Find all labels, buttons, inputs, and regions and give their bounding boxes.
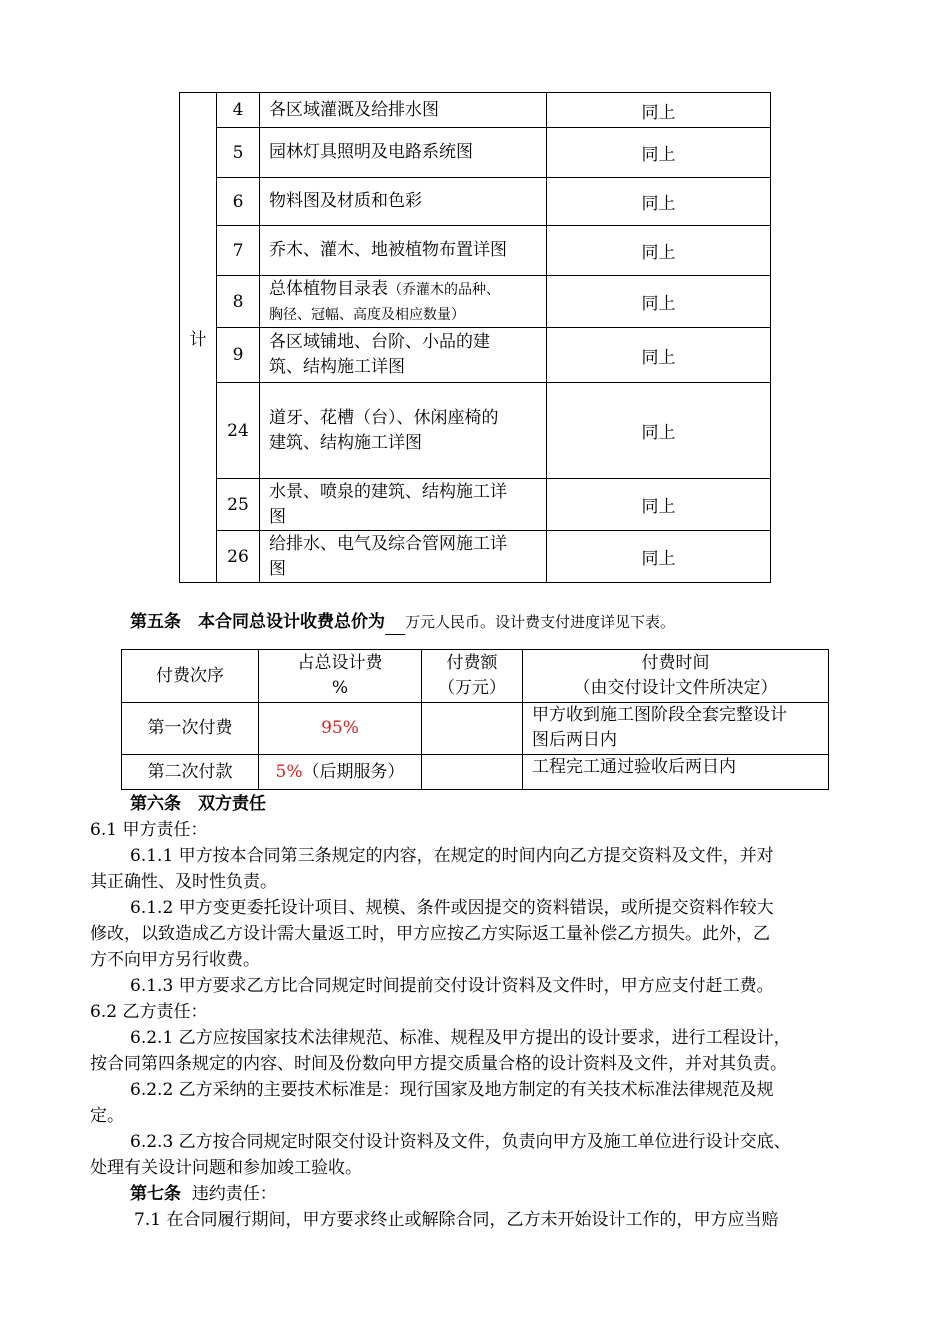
clause-6-2-1-line-2: 按合同第四条规定的内容、时间及份数向甲方提交质量合格的设计资料及文件，并对其负责。 [90,1054,787,1074]
item-note: 同上 [547,276,771,328]
payment-order: 第二次付款 [122,755,259,790]
table-row [180,226,771,276]
clause-6-1-1-line-1: 6.1.1 甲方按本合同第三条规定的内容，在规定的时间内向乙方提交资料及文件，并对 [130,846,774,866]
item-note: 同上 [547,328,771,383]
design-items-table [179,92,771,583]
item-note: 同上 [547,128,771,178]
clause-6-2-1-line-1: 6.2.1 乙方应按国家技术法律规范、标准、规程及甲方提出的设计要求，进行工程设计， [130,1028,791,1048]
clause-6-2-3-line-1: 6.2.3 乙方按合同规定时限交付设计资料及文件，负责向甲方及施工单位进行设计交底、 [130,1132,791,1152]
item-note: 同上 [547,531,771,583]
table-header-row [122,650,829,703]
table-row [180,328,771,383]
table-row [180,276,771,328]
payment-time-line-1: 甲方收到施工图阶段全套完整设计 [532,705,787,725]
table-row [180,531,771,583]
item-number: 4 [217,93,260,128]
article5-line [130,609,675,635]
fee-blank [385,616,405,635]
item-name-main: 总体植物目录表 [269,278,388,299]
clause-6-2-2-line-1: 6.2.2 乙方采纳的主要技术标准是：现行国家及地方制定的有关技术标准法律规范及规 [130,1080,774,1100]
item-name [260,531,547,583]
clause-6-1-1-line-2: 其正确性、及时性负责。 [90,872,277,892]
item-name-detail-1: （乔灌木的品种、 [388,281,500,298]
item-name [260,328,547,383]
item-name: 各区域灌溉及给排水图 [260,93,547,128]
header-percent-line-1: 占总设计费 [297,653,383,673]
side-label: 计 [180,93,217,583]
table-row [122,703,829,755]
header-time [523,650,829,703]
article7-heading-line [130,1181,277,1207]
item-name [260,383,547,479]
item-note: 同上 [547,226,771,276]
payment-percent: 5% [275,761,303,782]
payment-percent-cell [259,755,422,790]
payment-percent-note: （后期服务） [302,761,405,782]
item-name-line-1: 给排水、电气及综合管网施工详 [269,533,507,554]
item-number: 24 [217,383,260,479]
item-number: 25 [217,479,260,531]
payment-amount [422,703,523,755]
item-name [260,479,547,531]
payment-time-line-2: 图后两日内 [532,730,617,750]
header-time-line-2: （由交付设计文件所决定） [573,678,778,698]
clause-7-1: 7.1 在合同履行期间，甲方要求终止或解除合同，乙方未开始设计工作的，甲方应当赔 [134,1210,779,1230]
header-order: 付费次序 [122,650,259,703]
article7-heading: 第七条 [130,1184,181,1204]
clause-6-2-3-line-2: 处理有关设计问题和参加竣工验收。 [90,1158,362,1178]
payment-order: 第一次付费 [122,703,259,755]
item-name-line-2: 图 [269,558,286,579]
item-name-line-2: 图 [269,506,286,527]
payment-percent: 95% [259,703,422,755]
article6-heading: 第六条 双方责任 [130,794,266,814]
article7-title: 违约责任： [191,1184,277,1204]
item-number: 7 [217,226,260,276]
item-note: 同上 [547,383,771,479]
item-number: 5 [217,128,260,178]
article5-heading: 第五条 本合同总设计收费总价为 [130,612,385,632]
table-row [180,93,771,128]
clause-6-2-2-line-2: 定。 [90,1106,124,1126]
table-row [180,383,771,479]
item-number: 6 [217,178,260,226]
header-percent [259,650,422,703]
clause-6-1-2-line-2: 修改，以致造成乙方设计需大量返工时，甲方应按乙方实际返工量补偿乙方损失。此外，乙 [90,924,770,944]
item-name: 物料图及材质和色彩 [260,178,547,226]
header-time-line-1: 付费时间 [641,653,710,673]
fee-schedule-table [121,649,829,790]
payment-amount [422,755,523,790]
header-amount-line-1: 付费额 [446,653,498,673]
section-6-1: 6.1 甲方责任： [90,820,208,840]
item-note: 同上 [547,178,771,226]
item-name-line-1: 各区域铺地、台阶、小品的建 [269,332,490,352]
item-note: 同上 [547,93,771,128]
section-6-2: 6.2 乙方责任： [90,1002,208,1022]
item-name: 乔木、灌木、地被植物布置详图 [260,226,547,276]
payment-time: 工程完工通过验收后两日内 [523,755,829,790]
table-row [122,755,829,790]
item-note: 同上 [547,479,771,531]
item-name-detail-2: 胸径、冠幅、高度及相应数量） [269,306,465,323]
item-number: 26 [217,531,260,583]
item-number: 9 [217,328,260,383]
item-number: 8 [217,276,260,328]
table-row [180,178,771,226]
header-amount [422,650,523,703]
table-row [180,479,771,531]
article5-text: 万元人民币。设计费支付进度详见下表。 [405,613,676,631]
clause-6-1-2-line-1: 6.1.2 甲方变更委托设计项目、规模、条件或因提交的资料错误，或所提交资料作较大 [130,898,774,918]
header-percent-line-2: % [331,678,349,698]
header-amount-line-2: （万元） [438,678,506,698]
item-name-line-1: 道牙、花槽（台）、休闲座椅的 [269,407,499,428]
item-name [260,276,547,328]
item-name: 园林灯具照明及电路系统图 [260,128,547,178]
item-name-line-2: 筑、结构施工详图 [269,357,405,377]
item-name-line-1: 水景、喷泉的建筑、结构施工详 [269,481,507,502]
clause-6-1-2-line-3: 方不向甲方另行收费。 [90,950,260,970]
clause-6-1-3: 6.1.3 甲方要求乙方比合同规定时间提前交付设计资料及文件时，甲方应支付赶工费。 [130,976,774,996]
payment-time [523,703,829,755]
item-name-line-2: 建筑、结构施工详图 [269,432,422,453]
table-row [180,128,771,178]
